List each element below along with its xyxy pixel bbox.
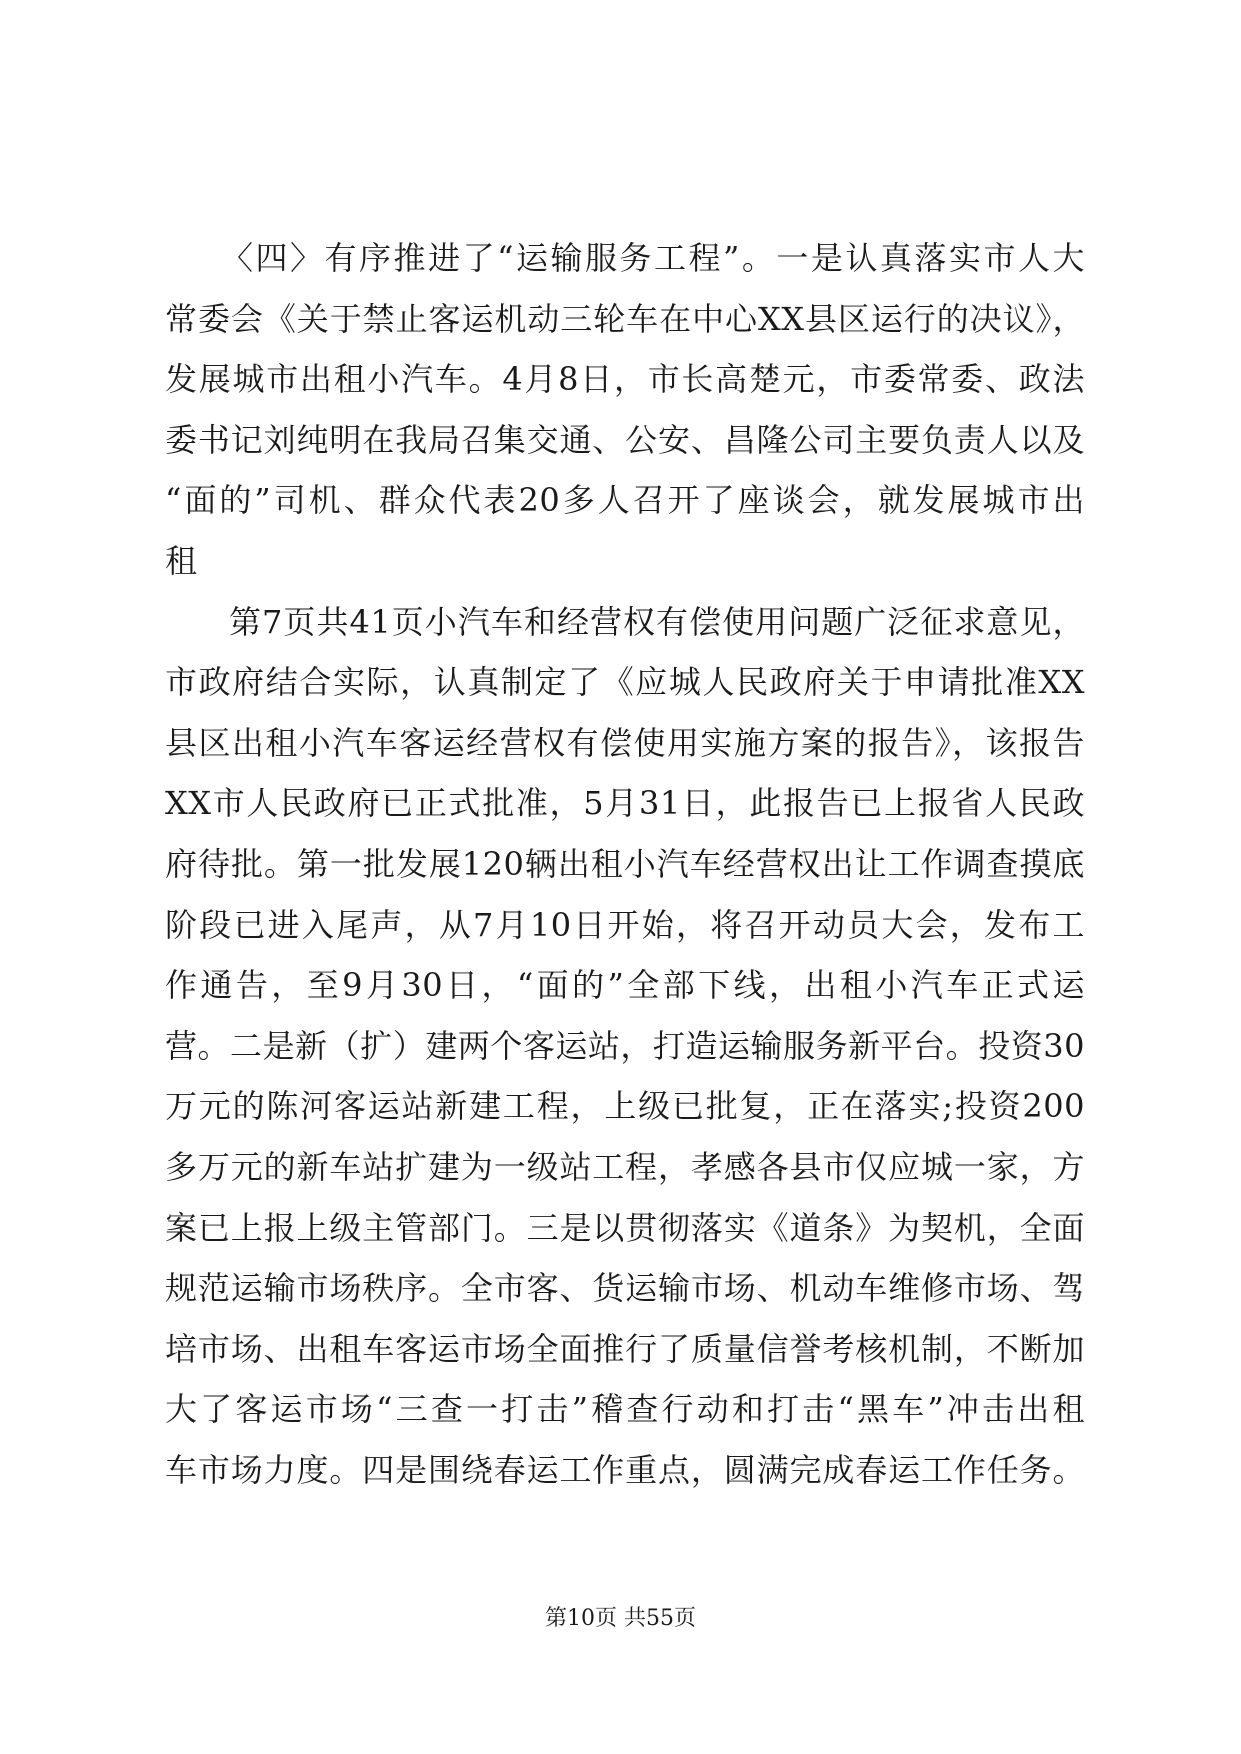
- text-line: 第7页共41页小汽车和经营权有偿使用问题广泛征求意见，: [229, 602, 1085, 641]
- text-line: 委书记刘纯明在我局召集交通、公安、昌隆公司主要负责人以及: [165, 420, 1085, 459]
- text-line: 租: [165, 541, 198, 580]
- text-line: 培市场、出租车客运市场全面推行了质量信誉考核机制，不断加: [165, 1329, 1085, 1368]
- text-line: 万元的陈河客运站新建工程，上级已批复，正在落实;投资200: [165, 1087, 1085, 1126]
- text-line: 府待批。第一批发展120辆出租小汽车经营权出让工作调查摸底: [165, 844, 1085, 883]
- text-line: 规范运输市场秩序。全市客、货运输市场、机动车维修市场、驾: [165, 1269, 1085, 1308]
- text-line: 发展城市出租小汽车。4月8日，市长高楚元，市委常委、政法: [165, 360, 1085, 399]
- page-number-label: 第10页 共55页: [545, 1606, 696, 1631]
- text-line: 〈四〉有序推进了“运输服务工程”。一是认真落实市人大: [221, 239, 1085, 277]
- text-line: XX市人民政府已正式批准，5月31日，此报告已上报省人民政: [165, 784, 1085, 823]
- text-line: 多万元的新车站扩建为一级站工程，孝感各县市仅应城一家，方: [165, 1147, 1085, 1186]
- text-line: 作通告，至9月30日，“面的”全部下线，出租小汽车正式运: [165, 966, 1085, 1005]
- text-line: 车市场力度。四是围绕春运工作重点，圆满完成春运工作任务。: [165, 1450, 1085, 1489]
- text-line: 营。二是新（扩）建两个客运站，打造运输服务新平台。投资30: [165, 1026, 1085, 1065]
- page-footer: [0, 1604, 1241, 1634]
- text-line: “面的”司机、群众代表20多人召开了座谈会，就发展城市出: [165, 481, 1085, 520]
- text-line: 案已上报上级主管部门。三是以贯彻落实《道条》为契机，全面: [165, 1208, 1085, 1247]
- text-line: 常委会《关于禁止客运机动三轮车在中心XX县区运行的决议》，: [165, 299, 1085, 338]
- text-line: 市政府结合实际，认真制定了《应城人民政府关于申请批准XX: [165, 663, 1085, 702]
- text-line: 县区出租小汽车客运经营权有偿使用实施方案的报告》，该报告: [165, 723, 1085, 762]
- document-body: [165, 228, 1085, 1500]
- text-line: 大了客运市场“三查一打击”稽查行动和打击“黑车”冲击出租: [165, 1390, 1085, 1429]
- text-line: 阶段已进入尾声，从7月10日开始，将召开动员大会，发布工: [165, 905, 1085, 944]
